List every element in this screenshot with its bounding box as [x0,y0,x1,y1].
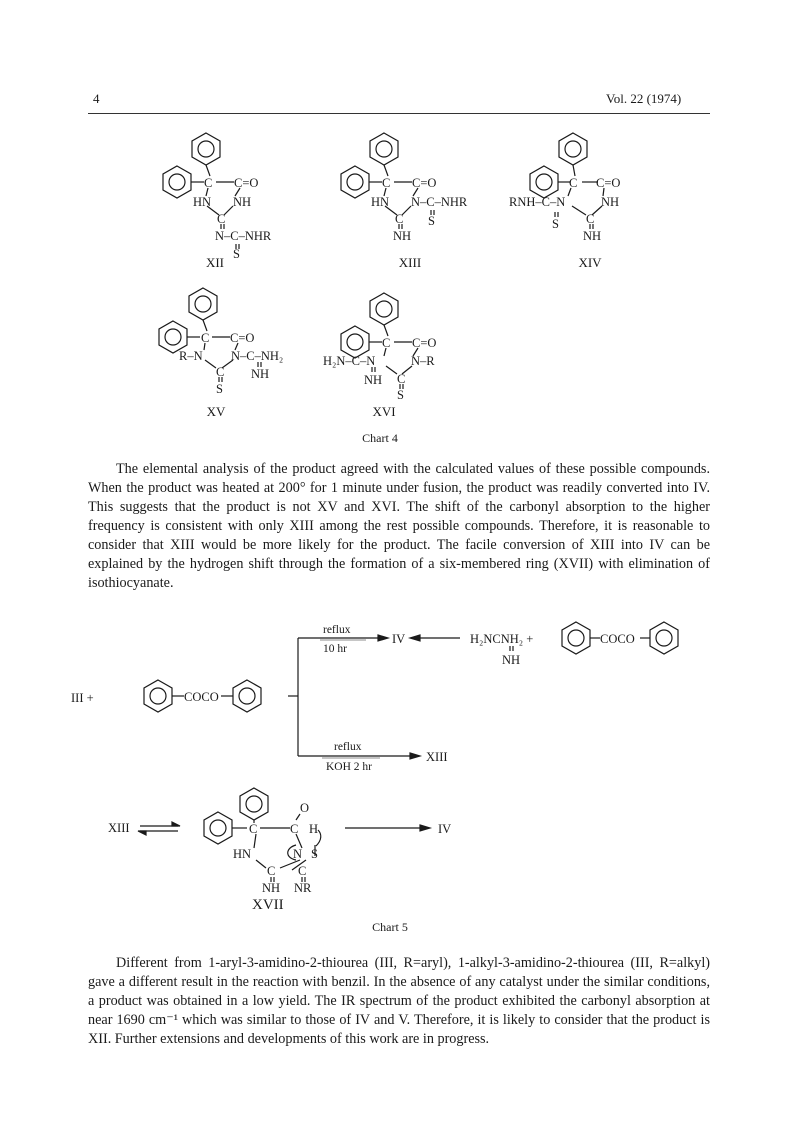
svg-text:C=O: C=O [412,176,437,190]
label-xii: XII [205,255,225,270]
cond1-bottom: 10 hr [323,643,347,655]
product-iv-bottom: IV [438,822,452,836]
xiii-start: XIII [108,821,130,835]
svg-text:C=O: C=O [596,176,621,190]
xii-c-eq-o: C=O [234,176,259,190]
label-xiv: XIV [578,255,602,270]
svg-text:C=O: C=O [230,331,255,345]
cond2-bottom: KOH 2 hr [326,761,372,773]
chart4-structures [0,120,793,450]
svg-text:S: S [397,388,404,402]
body-paragraph-1: The elemental analysis of the product agreed with the calculated values of these possible compounds. When the product was heated at 200° for 1 minute under fusion, the product was readily converted into IV. This suggests that the product is not XV and XVI. The shift of the carbonyl absorption to the higher frequency is consistent with only XIII among the rest possible compounds. Therefore, it is reasonable to consider that XIII would be more likely for the product. The facile conversion of XIII into IV can be explained by the hydrogen shift through the formation of a six-membered ring (XVII) with elimination of isothiocyanate. [88,461,710,591]
svg-text:H₂N–C–N: H₂N–C–N [323,354,376,368]
svg-text:S: S [216,382,223,396]
xii-hn: HN [193,195,212,209]
svg-text:C: C [249,822,258,836]
phenyl-ring-top-xii [192,133,220,165]
svg-text:C: C [382,336,391,350]
guanidine-nh: NH [502,653,521,667]
svg-text:NH: NH [583,229,602,243]
chart4-caption: Chart 4 [362,431,398,445]
header-rule [88,113,710,114]
svg-text:S: S [552,217,559,231]
xii-n-c-nhr: N–C–NHR [215,229,272,243]
svg-text:NH: NH [364,373,383,387]
cond2-top: reflux [334,741,362,753]
svg-text:N: N [293,847,303,861]
svg-text:NH: NH [251,367,270,381]
svg-text:C: C [569,176,578,190]
svg-text:C: C [382,176,391,190]
svg-text:C: C [216,365,225,379]
svg-text:NH: NH [393,229,412,243]
svg-text:NR: NR [294,881,312,895]
xii-s: S [233,247,240,261]
svg-text:N–C–NH₂: N–C–NH₂ [231,349,284,363]
label-xvi: XVI [372,404,396,419]
product-xiii: XIII [426,750,448,764]
chart5-caption: Chart 5 [372,920,408,934]
label-xvii: XVII [252,897,284,913]
chart5-scheme [0,610,793,930]
xii-nh: NH [233,195,252,209]
svg-text:C: C [201,331,210,345]
svg-text:C: C [586,212,595,226]
svg-text:NH: NH [601,195,620,209]
volume-label: Vol. 22 (1974) [606,91,682,106]
phenyl-ring-left-xii [163,166,191,198]
coco-left: COCO [184,690,219,704]
body-paragraph-2: Different from 1-aryl-3-amidino-2-thiourea (III, R=aryl), 1-alkyl-3-amidino-2-thiourea (III, R=alkyl) gave a different result in the reaction with benzil. In the absence of any catalyst under the similar conditions, a product was obtained in a low yield. The IR spectrum of the product exhibited the carbonyl absorption at near 1690 cm⁻¹ which was similar to those of IV and V. Therefore, it is likely to consider that the product is XII. Further extensions and developments of this work are in progress. [88,955,710,1047]
svg-text:O: O [300,801,310,815]
svg-text:C: C [290,822,299,836]
xii-c: C [204,176,213,190]
guanidine: H₂NCNH₂ + [470,632,534,646]
product-iv-top: IV [392,632,406,646]
svg-text:C: C [298,864,307,878]
svg-text:C: C [267,864,276,878]
coco-right: COCO [600,632,635,646]
svg-text:H: H [309,822,319,836]
svg-text:HN: HN [371,195,390,209]
cond1-top: reflux [323,624,351,636]
svg-text:HN: HN [233,847,252,861]
svg-text:C: C [395,212,404,226]
svg-text:C=O: C=O [412,336,437,350]
svg-text:S: S [311,847,318,861]
svg-text:RNH–C–N: RNH–C–N [509,195,566,209]
svg-text:C: C [397,372,406,386]
xii-c2: C [217,212,226,226]
reactant-iii: III + [71,691,94,705]
page-number: 4 [93,91,100,106]
label-xv: XV [206,404,226,419]
svg-text:S: S [428,214,435,228]
svg-text:N–C–NHR: N–C–NHR [411,195,468,209]
svg-text:R–N: R–N [179,349,203,363]
label-xiii: XIII [398,255,422,270]
svg-text:N–R: N–R [411,354,435,368]
svg-text:NH: NH [262,881,281,895]
